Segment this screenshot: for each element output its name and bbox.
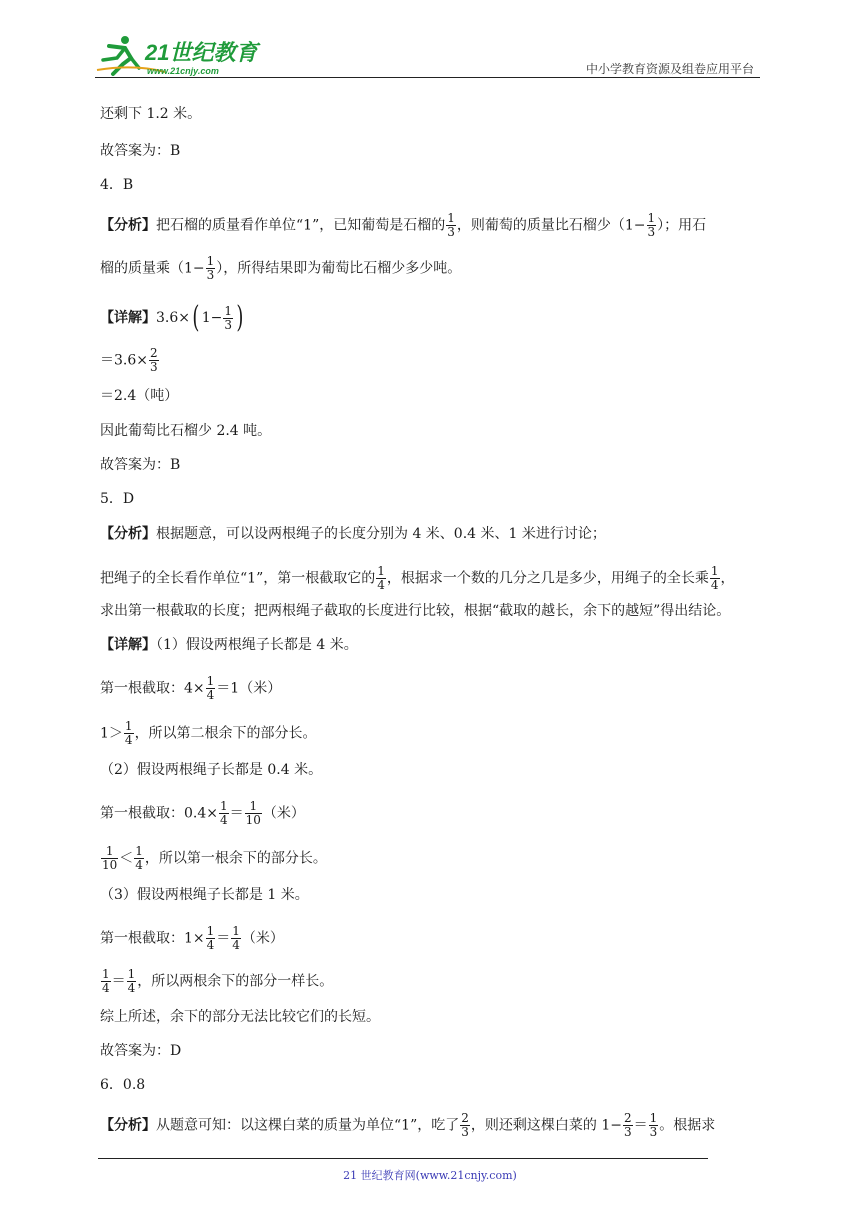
detail-tag: 【详解】 — [100, 310, 156, 326]
text: ，所以两根余下的部分一样长。 — [137, 973, 334, 990]
fraction: $\frac{1}{4}$ — [127, 967, 136, 995]
logo — [95, 34, 265, 78]
question-number: 5．D — [100, 491, 135, 507]
fraction: $\frac{1}{3}$ — [647, 211, 656, 239]
fraction: $\frac{1}{4}$ — [206, 674, 215, 702]
text: 榴的质量乘（1− — [100, 260, 205, 277]
header-rule — [95, 77, 760, 78]
text: ＝ — [111, 973, 126, 990]
text: （米） — [241, 930, 284, 947]
text: ）；用石 — [657, 217, 707, 234]
fraction: $\frac{1}{4}$ — [232, 924, 240, 952]
analysis-line: 求出第一根截取的长度；把两根绳子截取的长度进行比较，根据“截取的越长，余下的越短”得出结论。 — [100, 603, 731, 619]
text: 3.6× — [156, 310, 190, 326]
fraction: $\frac{1}{4}$ — [102, 967, 110, 995]
equation-line: ＝2.4（吨） — [100, 388, 179, 404]
text: ＝3.6× — [100, 352, 148, 369]
analysis-line — [100, 524, 606, 544]
analysis-tag: 【分析】 — [100, 217, 156, 234]
fraction: $\frac{1}{10}$ — [102, 844, 118, 872]
text: 第一根截取：0.4× — [100, 805, 218, 822]
footer-rule — [98, 1158, 708, 1159]
fraction: $\frac{1}{3}$ — [649, 1111, 658, 1139]
text: ，则还剩这棵白菜的 1− — [470, 1117, 622, 1134]
text: ＝ — [216, 930, 231, 947]
analysis-line — [100, 565, 735, 592]
fraction: $\frac{1}{10}$ — [245, 799, 261, 827]
analysis-tag: 【分析】 — [100, 1117, 156, 1134]
answer-line: 故答案为：B — [100, 457, 181, 473]
question-number: 6．0.8 — [100, 1077, 146, 1093]
left-paren: ( — [192, 300, 200, 335]
equation-line — [100, 347, 160, 374]
platform-name: 中小学教育资源及组卷应用平台 — [585, 62, 754, 76]
text: 1− — [201, 310, 223, 326]
text: ＝ — [633, 1117, 648, 1134]
fraction: $\frac{1}{3}$ — [206, 254, 215, 282]
text: 第一根截取：1× — [100, 930, 205, 947]
fraction: $\frac{2}{3}$ — [150, 346, 158, 374]
text: ），所得结果即为葡萄比石榴少多少吨。 — [216, 260, 462, 277]
equation-line — [100, 925, 284, 952]
text: ，所以第二根余下的部分长。 — [134, 725, 317, 742]
page-header — [95, 30, 760, 80]
text: （1）假设两根绳子长都是 4 米。 — [156, 637, 358, 653]
right-paren: ) — [236, 300, 244, 335]
question-number: 4．B — [100, 177, 134, 193]
fraction: $\frac{1}{4}$ — [206, 924, 215, 952]
detail-line — [100, 635, 358, 655]
text: 根据题意，可以设两根绳子的长度分别为 4 米、0.4 米、1 米进行讨论； — [156, 526, 606, 542]
fraction: $\frac{1}{4}$ — [220, 799, 228, 827]
fraction: $\frac{1}{3}$ — [447, 211, 455, 239]
text: 。根据求 — [659, 1117, 716, 1134]
text: ，则葡萄的质量比石榴少（1− — [456, 217, 646, 234]
analysis-tag: 【分析】 — [100, 526, 156, 542]
text: 从题意可知：以这棵白菜的质量为单位“1”，吃了 — [156, 1117, 460, 1134]
text: ，根据求一个数的几分之几是多少，用绳子的全长乘 — [386, 570, 709, 587]
summary-line: 综上所述，余下的部分无法比较它们的长短。 — [100, 1009, 380, 1025]
fraction: $\frac{1}{3}$ — [224, 303, 232, 332]
analysis-line — [100, 255, 461, 282]
logo-main: 21世纪教育 — [145, 40, 258, 65]
detail-line — [100, 300, 246, 335]
fraction: $\frac{1}{4}$ — [135, 844, 143, 872]
answer-line: 故答案为：B — [100, 143, 181, 159]
text: 1＞ — [100, 725, 123, 742]
case-line: （2）假设两根绳子长都是 0.4 米。 — [100, 762, 323, 778]
text: ，所以第一根余下的部分长。 — [144, 850, 327, 867]
text-line: 因此葡萄比石榴少 2.4 吨。 — [100, 423, 272, 439]
logo-sub: www.21cnjy.com — [147, 66, 219, 76]
fraction: $\frac{1}{4}$ — [377, 564, 385, 592]
equation-line — [100, 800, 305, 827]
page-footer: 21 世纪教育网(www.21cnjy.com) — [343, 1169, 517, 1182]
case-line: （3）假设两根绳子长都是 1 米。 — [100, 887, 309, 903]
analysis-line — [100, 1112, 715, 1139]
text: （米） — [262, 805, 305, 822]
fraction: $\frac{2}{3}$ — [623, 1111, 632, 1139]
text: ， — [720, 570, 735, 587]
text-line: 还剩下 1.2 米。 — [100, 106, 202, 122]
answer-line: 故答案为：D — [100, 1043, 182, 1059]
text: ＜ — [119, 850, 134, 867]
fraction: $\frac{1}{4}$ — [124, 719, 133, 747]
comparison-line — [100, 720, 317, 747]
text: 把绳子的全长看作单位“1”，第一根截取它的 — [100, 570, 376, 587]
comparison-line — [100, 845, 327, 872]
text: 第一根截取：4× — [100, 680, 205, 697]
text: 把石榴的质量看作单位“1”，已知葡萄是石榴的 — [156, 217, 446, 234]
fraction: $\frac{2}{3}$ — [461, 1111, 469, 1139]
text: ＝ — [229, 805, 244, 822]
detail-tag: 【详解】 — [100, 637, 156, 653]
text: ＝1（米） — [216, 680, 282, 697]
comparison-line — [100, 968, 333, 995]
equation-line — [100, 675, 281, 702]
fraction: $\frac{1}{4}$ — [710, 564, 719, 592]
analysis-line — [100, 212, 706, 239]
